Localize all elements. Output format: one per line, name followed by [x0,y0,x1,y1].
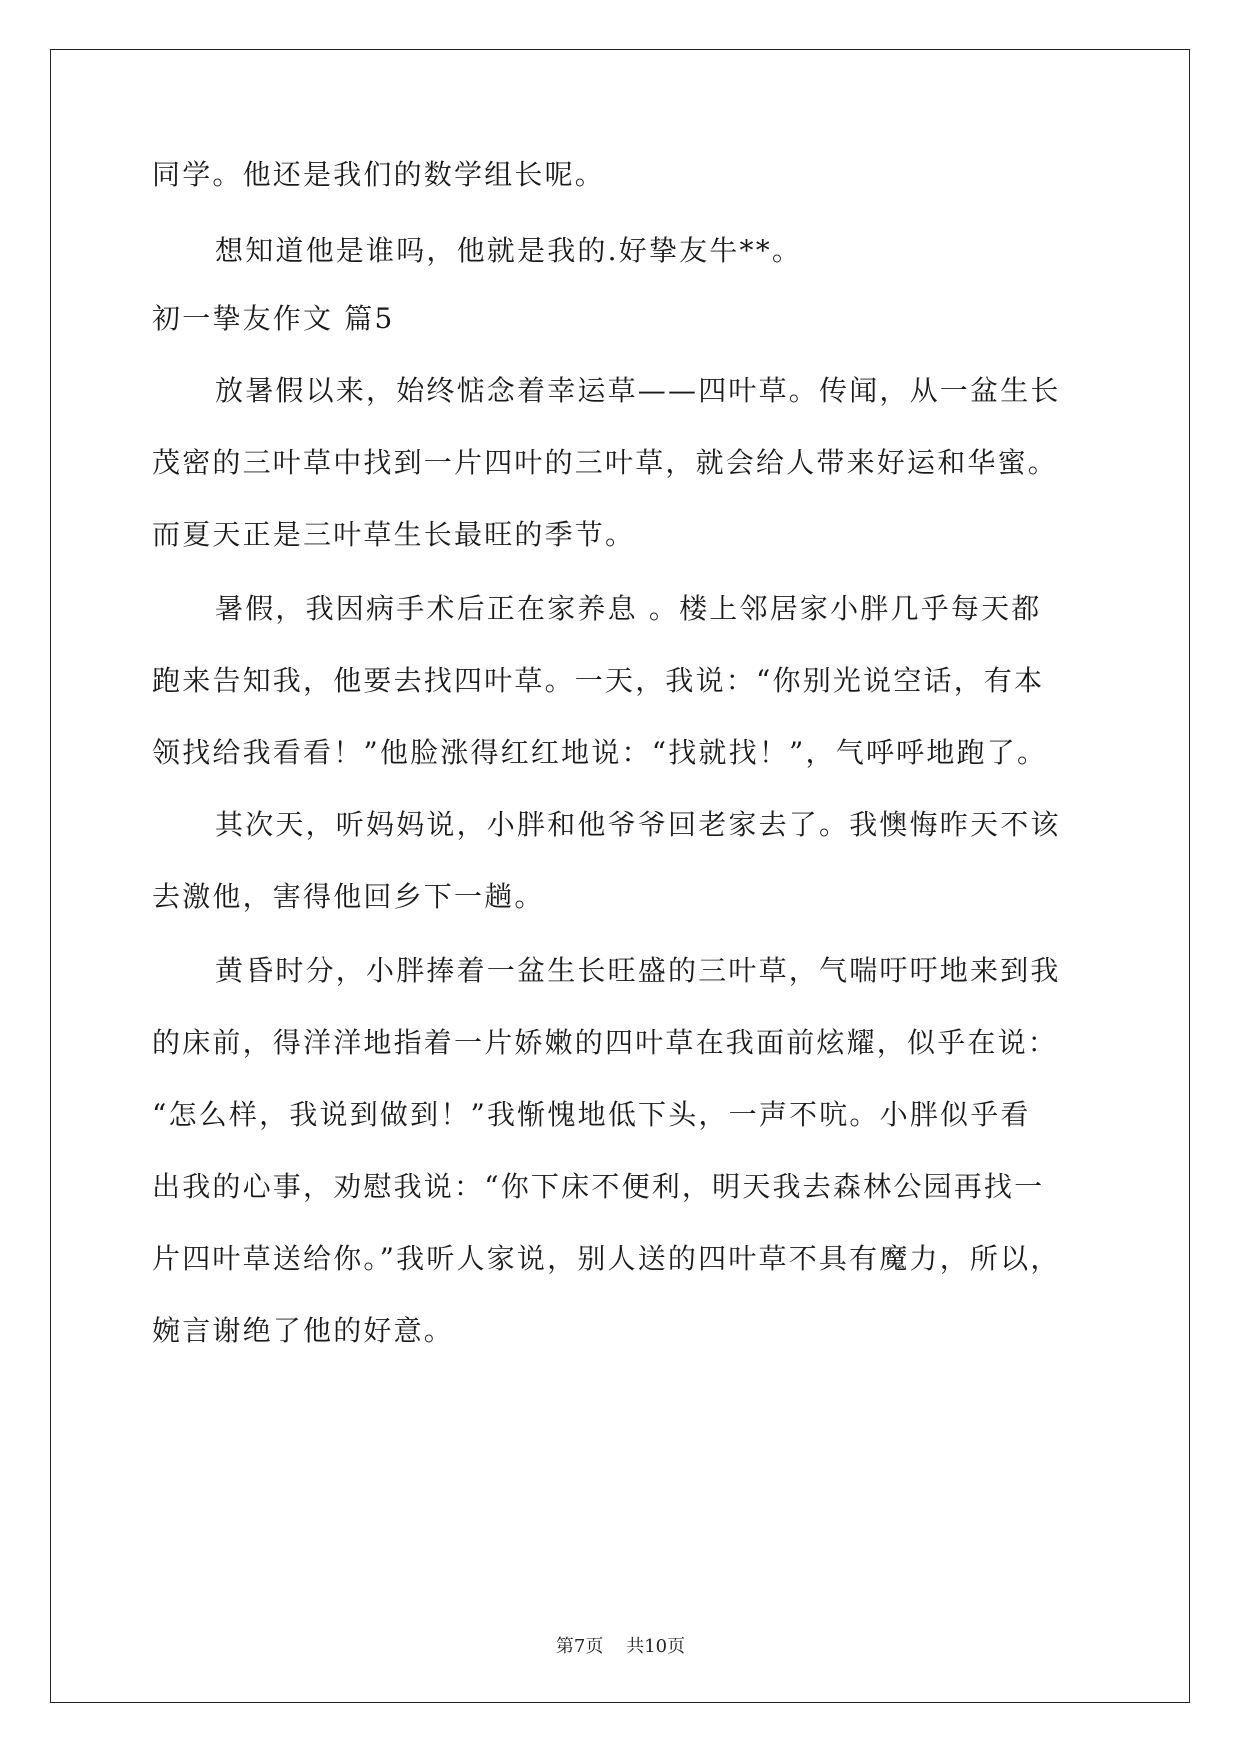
text-line: 婉言谢绝了他的好意。 [152,1314,455,1347]
text-line: “怎么样，我说到做到！”我惭愧地低下头，一声不吭。小胖似乎看 [152,1098,1031,1131]
page-border [50,49,1190,1703]
text-line: 想知道他是谁吗，他就是我的.好挚友牛**。 [215,234,803,267]
text-line: 跑来告知我，他要去找四叶草。一天，我说：“你别光说空话，有本 [152,664,1045,697]
section-heading: 初一挚友作文 篇5 [152,302,395,335]
text-line: 出我的心事，劝慰我说：“你下床不便利，明天我去森林公园再找一 [152,1170,1045,1203]
text-line: 其次天，听妈妈说，小胖和他爷爷回老家去了。我懊悔昨天不该 [215,808,1061,841]
text-line: 去激他，害得他回乡下一趟。 [152,880,545,913]
text-line: 放暑假以来，始终惦念着幸运草——四叶草。传闻，从一盆生长 [215,374,1061,407]
text-line: 的床前，得洋洋地指着一片娇嫩的四叶草在我面前炫耀，似乎在说： [152,1026,1059,1059]
text-line: 片四叶草送给你。”我听人家说，别人送的四叶草不具有魔力，所以， [152,1242,1061,1275]
text-line: 同学。他还是我们的数学组长呢。 [152,158,606,191]
text-line: 暑假，我因病手术后正在家养息 。楼上邻居家小胖几乎每天都 [215,592,1042,625]
text-line: 茂密的三叶草中找到一片四叶的三叶草，就会给人带来好运和华蜜。 [152,446,1059,479]
text-line: 而夏天正是三叶草生长最旺的季节。 [152,518,636,551]
page-footer [0,1637,1241,1657]
text-line: 黄昏时分，小胖捧着一盆生长旺盛的三叶草，气喘吁吁地来到我 [215,954,1061,987]
page-number: 第7页 共10页 [555,1636,686,1657]
text-line: 领找给我看看！”他脸涨得红红地说：“找就找！”，气呼呼地跑了。 [152,736,1048,769]
